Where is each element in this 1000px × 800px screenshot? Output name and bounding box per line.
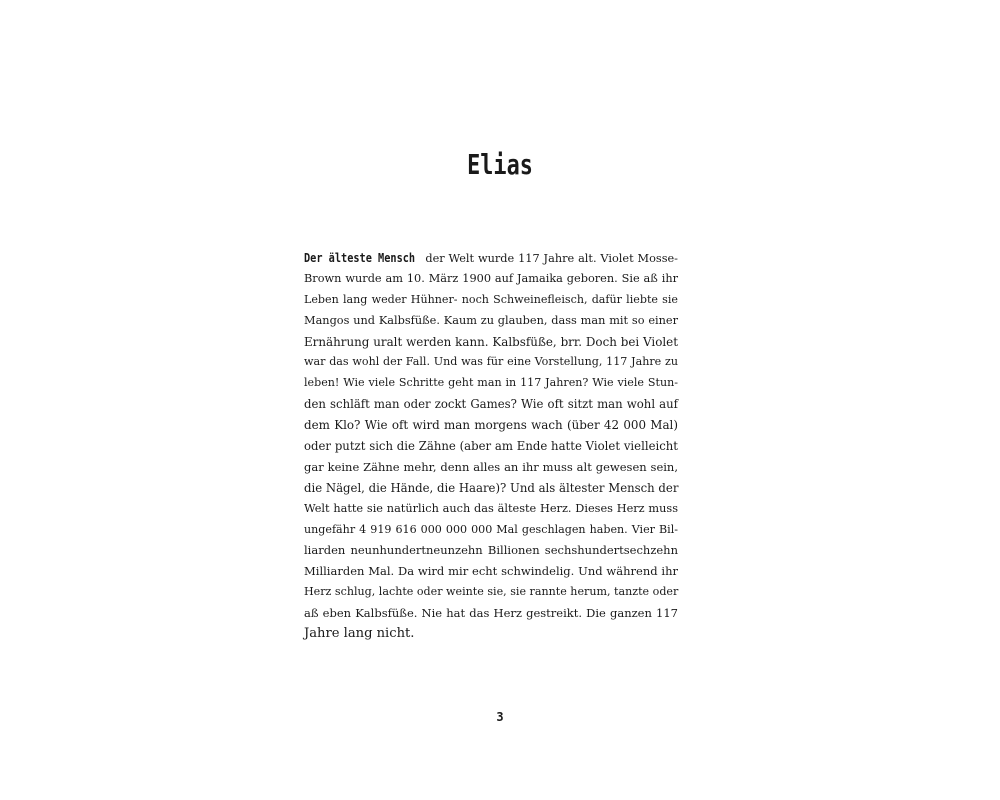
paragraph-line	[304, 248, 678, 269]
lead-in-words: Der älteste Mensch	[304, 250, 416, 265]
paragraph-line: die Nägel, die Hände, die Haare)? Und als ältester Mensch der	[304, 480, 679, 495]
chapter-title: Elias	[467, 148, 533, 181]
paragraph-line: Milliarden Mal. Da wird mir echt schwindelig. Und während ihr	[304, 564, 678, 579]
body-paragraph	[304, 248, 678, 645]
paragraph-line: Brown wurde am 10. März 1900 auf Jamaika geboren. Sie aß ihr	[304, 271, 678, 285]
paragraph-line: Mangos und Kalbsfüße. Kaum zu glauben, dass man mit so einer	[304, 313, 678, 327]
page-number: 3	[496, 710, 504, 724]
paragraph-line: leben! Wie viele Schritte geht man in 117 Jahren? Wie viele Stun-	[304, 376, 678, 390]
paragraph-line: Leben lang weder Hühner- noch Schweinefleisch, dafür liebte sie	[304, 292, 678, 306]
paragraph-line: ungefähr 4 919 616 000 000 000 Mal geschlagen haben. Vier Bil-	[304, 522, 678, 536]
paragraph-line: gar keine Zähne mehr, denn alles an ihr muss alt gewesen sein,	[304, 459, 678, 474]
paragraph-line: Herz schlug, lachte oder weinte sie, sie rannte herum, tanzte oder	[304, 585, 679, 599]
paragraph-line: war das wohl der Fall. Und was für eine Vorstellung, 117 Jahre zu	[304, 355, 678, 369]
paragraph-line: oder putzt sich die Zähne (aber am Ende hatte Violet vielleicht	[304, 439, 678, 454]
paragraph-line: Jahre lang nicht.	[304, 626, 415, 642]
paragraph-line-text: der Welt wurde 117 Jahre alt. Violet Mosse-	[421, 252, 678, 265]
paragraph-line: aß eben Kalbsfüße. Nie hat das Herz gestreikt. Die ganzen 117	[304, 606, 678, 621]
paragraph-line: liarden neunhundertneunzehn Billionen sechshundertsechzehn	[304, 543, 678, 558]
paragraph-line: Welt hatte sie natürlich auch das älteste Herz. Dieses Herz muss	[304, 501, 678, 515]
paragraph-line: den schläft man oder zockt Games? Wie oft sitzt man wohl auf	[304, 397, 678, 412]
paragraph-line: dem Klo? Wie oft wird man morgens wach (über 42 000 Mal)	[304, 418, 678, 433]
paragraph-line: Ernährung uralt werden kann. Kalbsfüße, brr. Doch bei Violet	[304, 334, 678, 349]
